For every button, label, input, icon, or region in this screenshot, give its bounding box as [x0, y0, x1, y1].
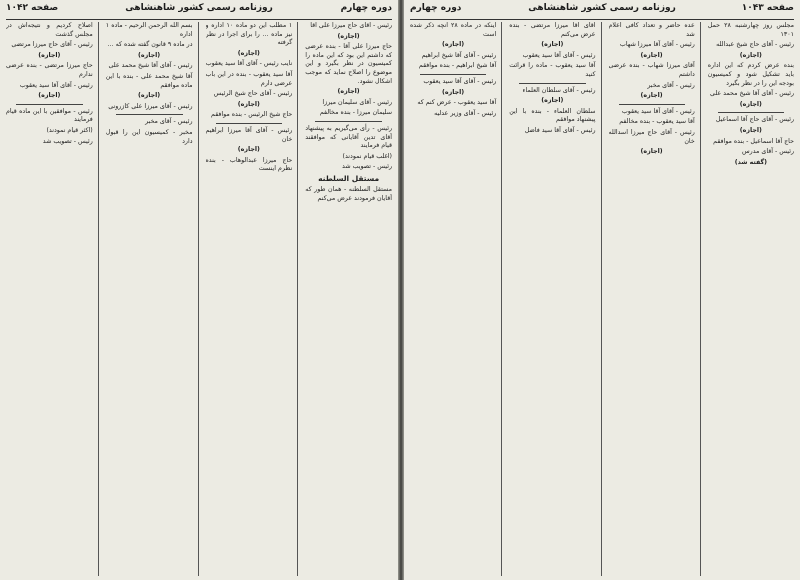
left-columns — [6, 22, 392, 576]
right-column — [609, 22, 701, 576]
paragraph: ۱ مطلب این دو ماده ۱۰ اداره و نیز ماده ... را برای اجرا در نظر گرفته — [205, 22, 293, 47]
section-title: مستقل السلطنه — [318, 173, 380, 183]
paragraph: رئیس - آقای آقا سید یعقوب — [423, 77, 497, 85]
paragraph: سلیمان میرزا - بنده مخالفم — [319, 109, 392, 117]
right-page-period: دوره چهارم — [410, 3, 462, 13]
paragraph: رئیس - آقای آقا سید یعقوب — [19, 81, 93, 89]
right-columns — [410, 22, 794, 576]
paragraph: آقا سید یعقوب - بنده در این باب عرضی دارم — [205, 70, 293, 87]
section-divider — [16, 104, 83, 105]
paragraph: رئیس - آقای حاج میرزا اسدالله خان — [608, 128, 695, 145]
vote-note: (اجازه) — [138, 92, 161, 100]
paragraph: حاج میرزا علی آقا - بنده عرضی که داشتم این بود که این ماده را کمیسیون در نظر بگیرد و این موضوع را اصلاح نماید که موجب اشکال نشود. — [305, 43, 392, 85]
section-divider — [519, 83, 585, 84]
paragraph: رئیس - آقای میرزا علی کازرونی — [108, 102, 193, 110]
section-divider — [315, 121, 382, 122]
vote-note: (اجازه) — [640, 148, 663, 156]
paragraph: رئیس - آقای وزیر عدلیه — [434, 109, 497, 117]
section-divider — [216, 123, 283, 124]
right-page-title: روزنامه رسمی کشور شاهنشاهی — [528, 3, 676, 13]
right-column — [509, 22, 601, 576]
vote-note: (اجازه) — [640, 92, 663, 100]
paragraph: سلطان العلماء - بنده با این پیشنهاد موافقم — [509, 107, 596, 124]
vote-note: (اجازه) — [138, 51, 161, 59]
paragraph: رئیس - آقای آقا سید فاضل — [524, 126, 596, 134]
paragraph: اینکه در ماده ۲۸ آنچه ذکر شده است — [410, 22, 497, 38]
paragraph: حاج میرزا عبدالوهاب - بنده نظرم اینست — [205, 156, 293, 173]
right-header-rule — [410, 19, 794, 20]
paragraph: بسم الله الرحمن الرحیم - ماده ۱ اداره — [105, 22, 193, 38]
left-column — [305, 22, 392, 576]
paragraph: آقا شیخ ابراهیم - بنده موافقم — [418, 62, 497, 70]
paragraph: حاج میرزا مرتضی - بنده عرضی ندارم — [6, 62, 93, 78]
paragraph: آقا شیخ محمد علی - بنده با این ماده موافقم — [105, 72, 193, 89]
paragraph: مخبر - کمیسیون این را قبول دارد — [105, 128, 193, 145]
paragraph: رئیس - آقای آقا شیخ محمد علی — [108, 62, 193, 70]
paragraph: رئیس - آقای حاج شیخ عبدالله — [716, 41, 794, 49]
paragraph: آقا سید یعقوب - عرض کنم که — [417, 99, 497, 107]
paragraph: مجلس روز چهارشنبه ۲۸ حمل ۱۳۰۱ — [707, 22, 794, 38]
paragraph: در ماده ۹ قانون گفته شده که ... — [107, 41, 193, 49]
section-divider — [619, 104, 685, 105]
left-page-number: صفحه ۱۰۴۲ — [6, 3, 59, 13]
paragraph: رئیس - آقای آقا میرزا ابراهیم خان — [205, 126, 293, 143]
paragraph: رئیس - آقای حاج شیخ الرئیس — [213, 90, 293, 98]
paragraph: آقای آقا میرزا مرتضی - بنده عرض می‌کنم — [509, 22, 596, 38]
left-page-header — [6, 3, 392, 17]
paragraph: رئیس - آقای مدرس — [741, 148, 794, 156]
paragraph: رئیس - آقای سلیمان میرزا — [322, 98, 392, 106]
section-divider — [718, 112, 784, 113]
right-page — [404, 0, 800, 580]
paragraph: رئیس - تصویب شد — [42, 137, 93, 145]
vote-note: (اجازه) — [237, 146, 260, 154]
paragraph: رئیس - آقای حاج آقا اسماعیل — [715, 116, 794, 124]
paragraph: اصلاح کردیم و نتیجه‌اش در مجلس گذشت — [6, 22, 93, 38]
paragraph: بنده عرض کردم که این اداره باید تشکیل شود و کمیسیون بودجه این را در نظر بگیرد — [707, 62, 794, 87]
paragraph: حاج شیخ الرئیس - بنده موافقم — [211, 111, 293, 119]
paragraph: رئیس - آقای آقا سید یعقوب — [621, 107, 695, 115]
paragraph: آقای میرزا شهاب - بنده عرضی داشتم — [608, 62, 695, 78]
vote-note: (اجازه) — [541, 41, 564, 49]
paragraph: رئیس - آقای آقا سید یعقوب — [522, 51, 596, 59]
paragraph: رئیس - رأی می‌گیریم به پیشنهاد آقای تدین آقایانی که موافقند قیام فرمایند — [305, 124, 392, 150]
paragraph: آقا سید یعقوب - بنده مخالفم — [619, 118, 695, 126]
paragraph: آقا سید یعقوب - ماده را قرائت کنید — [509, 62, 596, 78]
vote-note: (اجازه) — [640, 51, 663, 59]
right-page-header — [410, 3, 794, 17]
paragraph: رئیس - آقای مخبر — [647, 81, 695, 89]
left-page-title: روزنامه رسمی کشور شاهنشاهی — [125, 3, 273, 13]
right-column — [410, 22, 502, 576]
vote-note: (اجازه) — [739, 100, 762, 108]
paragraph: رئیس - آقای آقا میرزا شهاب — [619, 41, 695, 49]
paragraph: مستقل السلطنه - همان طور که آقایان فرمودند عرض می‌کنم — [305, 185, 392, 202]
vote-note: (اجازه) — [38, 92, 61, 100]
left-column — [106, 22, 199, 576]
paragraph: رئیس - آقای حاج میرزا علی آقا — [310, 22, 392, 29]
section-divider — [420, 74, 486, 75]
vote-note: (گفته شد) — [734, 158, 768, 166]
left-column — [6, 22, 99, 576]
paragraph: نایب رئیس - آقای آقا سید یعقوب — [205, 60, 293, 68]
paragraph: رئیس - آقای سلطان العلماء — [522, 86, 596, 94]
section-divider — [116, 114, 183, 115]
vote-note: (اجازه) — [739, 126, 762, 134]
right-column — [708, 22, 794, 576]
paragraph: (اکثر قیام نمودند) — [46, 126, 93, 134]
vote-note: (اجازه) — [442, 88, 465, 96]
right-page-number: صفحه ۱۰۴۳ — [741, 3, 794, 13]
vote-note: (اجازه) — [442, 41, 465, 49]
vote-note: (اجازه) — [337, 32, 360, 40]
vote-note: (اجازه) — [237, 100, 260, 108]
paragraph: رئیس - آقای آقا شیخ ابراهیم — [421, 51, 497, 59]
paragraph: رئیس - تصویب شد — [342, 163, 392, 171]
vote-note: (اجازه) — [38, 51, 61, 59]
vote-note: (اجازه) — [541, 97, 564, 105]
vote-note: (اجازه) — [337, 88, 360, 96]
left-header-rule — [6, 19, 392, 20]
vote-note: (اجازه) — [237, 49, 260, 57]
paragraph: (اغلب قیام نمودند) — [342, 152, 392, 160]
left-page — [0, 0, 398, 580]
paragraph: رئیس - آقای آقا شیخ محمد علی — [709, 90, 794, 98]
paragraph: رئیس - آقای مخبر — [145, 118, 193, 126]
left-column — [206, 22, 299, 576]
paragraph: رئیس - آقای حاج میرزا مرتضی — [11, 41, 93, 49]
paragraph: عده حاضر و تعداد کافی اعلام شد — [608, 22, 695, 38]
vote-note: (اجازه) — [739, 51, 762, 59]
left-page-period: دوره چهارم — [340, 3, 392, 13]
paragraph: رئیس - موافقین با این ماده قیام فرمایند — [6, 107, 93, 124]
paragraph: حاج آقا اسماعیل - بنده موافقم — [713, 137, 794, 145]
